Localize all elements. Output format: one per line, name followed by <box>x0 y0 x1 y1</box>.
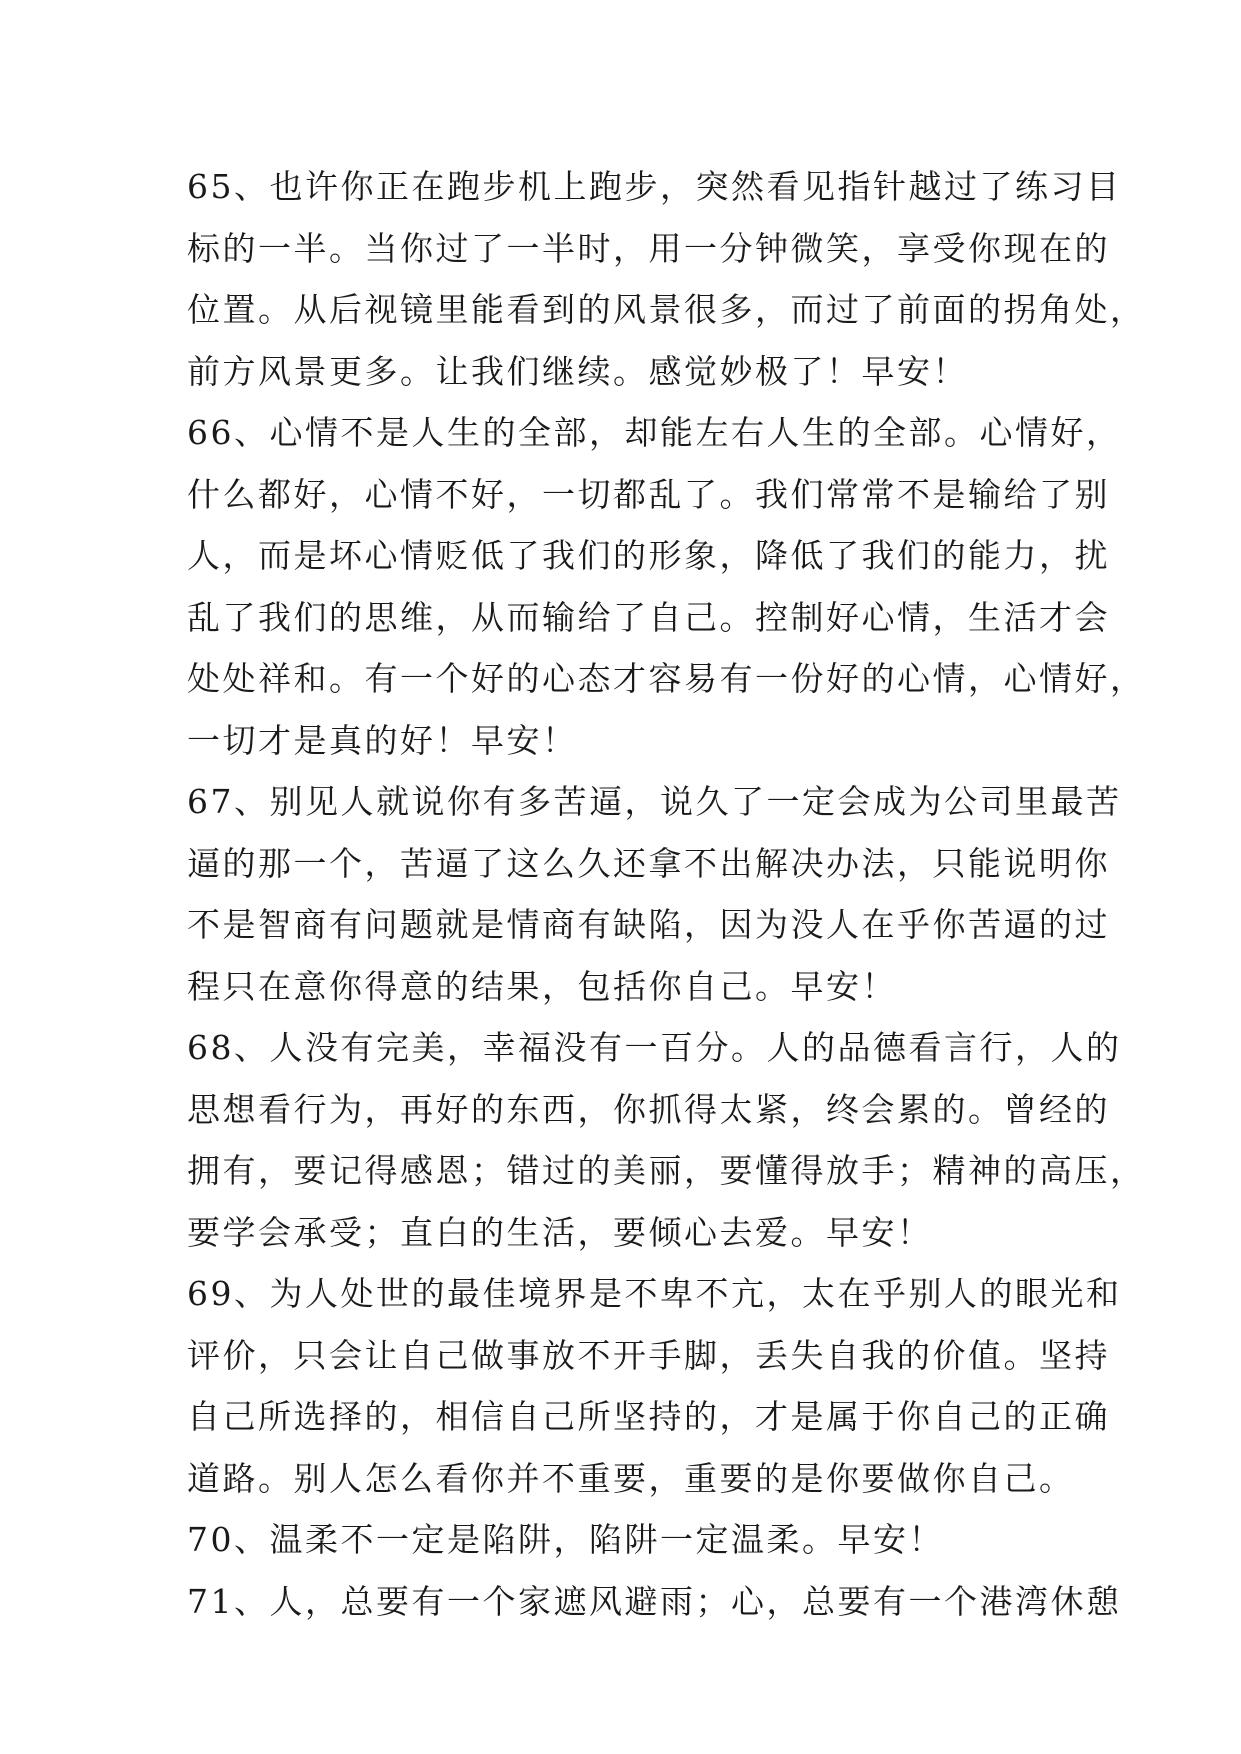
text-line: 程只在意你得意的结果，包括你自己。早安！ <box>187 966 897 1006</box>
text-line: 处处祥和。有一个好的心态才容易有一份好的心情，心情好， <box>187 659 1146 698</box>
text-line: 要学会承受；直白的生活，要倾心去爱。早安！ <box>187 1212 933 1252</box>
text-line: 66、心情不是人生的全部，却能左右人生的全部。心情好， <box>187 413 1122 452</box>
text-line: 自己所选择的，相信自己所坚持的，才是属于你自己的正确 <box>187 1397 1110 1436</box>
text-line: 人，而是坏心情贬低了我们的形象，降低了我们的能力，扰 <box>187 536 1110 575</box>
text-line: 位置。从后视镜里能看到的风景很多，而过了前面的拐角处， <box>187 290 1146 329</box>
text-line: 70、温柔不一定是陷阱，陷阱一定温柔。早安！ <box>187 1520 944 1559</box>
text-line: 71、人，总要有一个家遮风避雨；心，总要有一个港湾休憩 <box>187 1581 1122 1621</box>
text-line: 前方风景更多。让我们继续。感觉妙极了！早安！ <box>187 351 968 391</box>
text-line: 不是智商有问题就是情商有缺陷，因为没人在乎你苦逼的过 <box>187 905 1110 944</box>
text-line: 乱了我们的思维，从而输给了自己。控制好心情，生活才会 <box>187 597 1110 637</box>
text-line: 65、也许你正在跑步机上跑步，突然看见指针越过了练习目 <box>187 167 1122 206</box>
text-line: 什么都好，心情不好，一切都乱了。我们常常不是输给了别 <box>187 474 1110 514</box>
text-line: 67、别见人就说你有多苦逼，说久了一定会成为公司里最苦 <box>187 782 1122 821</box>
document-body <box>187 156 1146 1632</box>
text-line: 评价，只会让自己做事放不开手脚，丢失自我的价值。坚持 <box>187 1335 1110 1375</box>
text-line: 道路。别人怎么看你并不重要，重要的是你要做你自己。 <box>187 1458 1075 1498</box>
text-line: 68、人没有完美，幸福没有一百分。人的品德看言行，人的 <box>187 1028 1122 1067</box>
text-line: 逼的那一个，苦逼了这么久还拿不出解决办法，只能说明你 <box>187 843 1110 883</box>
text-line: 69、为人处世的最佳境界是不卑不亢，太在乎别人的眼光和 <box>187 1274 1122 1313</box>
text-line: 思想看行为，再好的东西，你抓得太紧，终会累的。曾经的 <box>187 1089 1110 1129</box>
text-line: 一切才是真的好！早安！ <box>187 720 578 760</box>
text-line: 标的一半。当你过了一半时，用一分钟微笑，享受你现在的 <box>187 228 1110 268</box>
text-line: 拥有，要记得感恩；错过的美丽，要懂得放手；精神的高压， <box>187 1151 1146 1190</box>
